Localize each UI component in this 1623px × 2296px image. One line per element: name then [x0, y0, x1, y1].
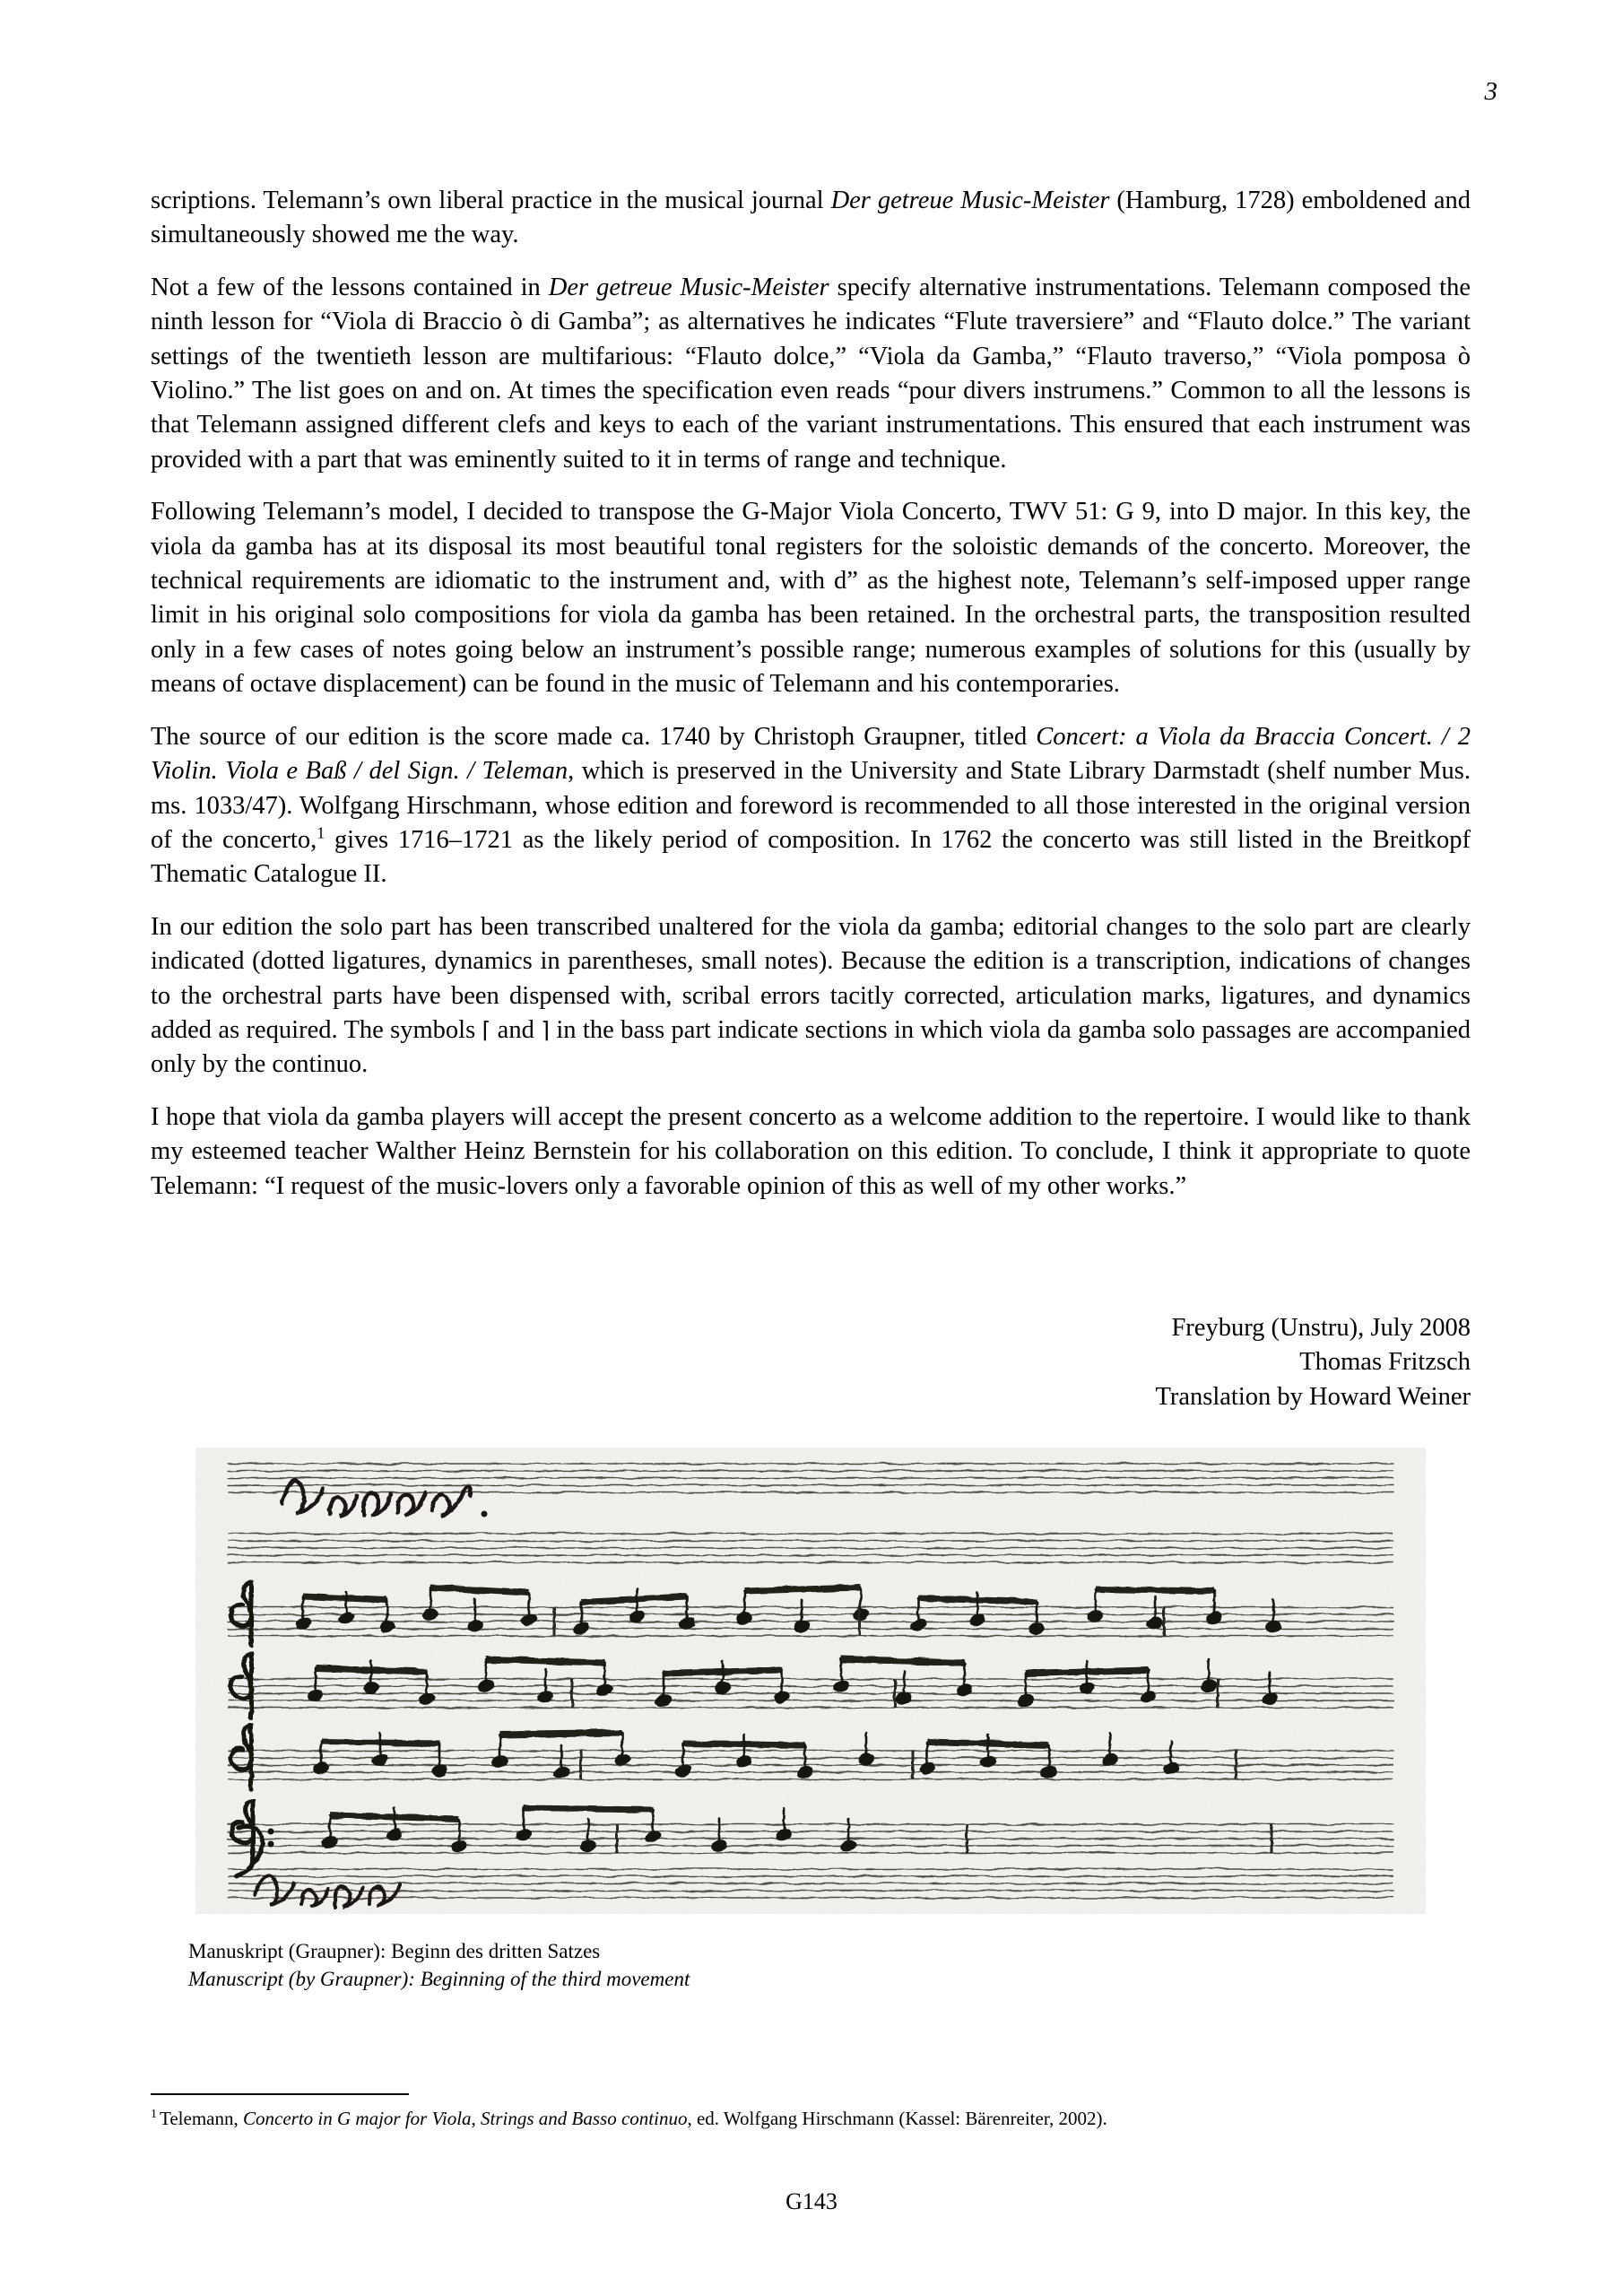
body-text-column: [151, 184, 1471, 1204]
corner-bracket-symbol: ⌉: [541, 1016, 550, 1043]
italic-run: Der getreue Music-Meister: [548, 273, 829, 301]
page-number: 3: [1484, 77, 1497, 106]
para-source: [151, 720, 1471, 892]
corner-bracket-symbol: ⌈: [482, 1016, 491, 1043]
text-run: , which is preserved in the University and State Library Darmstadt (shelf number Mus. ms. 1033/47). Wolfgang Hirschmann, whose edition and foreword is recommended to all those interested in the original version of the concerto,: [151, 757, 1471, 854]
para-lessons: [151, 271, 1471, 477]
text-run: gives 1716–1721 as the likely period of composition. In 1762 the concerto was still listed in the Breitkopf Thematic Catalogue II.: [151, 825, 1471, 889]
signature-translator: Translation by Howard Weiner: [1155, 1382, 1471, 1411]
signature-author: Thomas Fritzsch: [1299, 1348, 1471, 1377]
plate-number: G143: [785, 2188, 838, 2214]
caption-english: Manuscript (by Graupner): Beginning of the third movement: [188, 1968, 690, 1990]
italic-run: Concerto in G major for Viola, Strings and Basso continuo: [243, 2108, 688, 2129]
para-edition: [151, 910, 1471, 1083]
text-run: Telemann,: [160, 2108, 243, 2129]
footnote-reference: 1: [317, 823, 325, 842]
italic-run: Der getreue Music-Meister: [830, 187, 1110, 214]
text-run: I hope that viola da gamba players will accept the present concerto as a welcome addition to the repertoire. I would like to thank my esteemed teacher Walther Heinz Bernstein for his collaboration on this edition. To conclude, I think it appropriate to quote Telemann: “I request of the music-lovers only a favorable opinion of this as well of my other works.”: [151, 1102, 1471, 1200]
text-run: and: [490, 1015, 542, 1044]
text-run: In our edition the solo part has been transcribed unaltered for the viola da gamba; editorial changes to the solo part are clearly indicated (dotted ligatures, dynamics in parentheses, small notes). Because the edition is a transcription, indications of changes to the orchestral parts have been dispensed with, scribal errors tacitly corrected, articulation marks, ligatures, and dynamics added as required. The symbols: [151, 912, 1471, 1044]
signature-place-date: Freyburg (Unstru), July 2008: [1171, 1314, 1471, 1342]
para-hope: [151, 1100, 1471, 1204]
text-run: The source of our edition is the score made ca. 1740 by Christoph Graupner, titled: [151, 722, 1037, 751]
footnote-1: [151, 2106, 1471, 2131]
signature-block: [151, 1311, 1471, 1414]
text-run: in the bass part indicate sections in which viola da gamba solo passages are accompanied only by the continuo.: [151, 1015, 1471, 1079]
text-run: Not a few of the lessons contained in: [151, 273, 549, 301]
para-scriptions: [151, 184, 1471, 253]
text-run: (Hamburg, 1728) emboldened and simultaneously showed me the way.: [151, 187, 1471, 249]
text-run: specify alternative instrumentations. Telemann composed the ninth lesson for “Viola di Braccio ò di Gamba”; as alternatives he indicates “Flute traversiere” and “Flauto dolce.” The variant settings of the twentieth lesson are multifarious: “Flauto dolce,” “Viola da Gamba,” “Flauto traverso,” “Viola pomposa ò Violino.” The list goes on and on. At times the specification even reads “pour divers instrumens.” Common to all the lessons is that Telemann assigned different clefs and keys to each of the variant instrumentations. This ensured that each instrument was provided with a part that was eminently suited to it in terms of range and technique.: [151, 273, 1471, 474]
footnote-separator-rule: [151, 2093, 409, 2095]
figure-caption: [188, 1937, 690, 1993]
text-run: , ed. Wolfgang Hirschmann (Kassel: Bärenreiter, 2002).: [687, 2108, 1107, 2129]
footnote-marker: 1: [151, 2108, 157, 2121]
para-transpose: [151, 495, 1471, 701]
caption-german: Manuskript (Graupner): Beginn des dritten Satzes: [188, 1940, 601, 1962]
text-run: scriptions. Telemann’s own liberal practice in the musical journal: [151, 187, 831, 214]
text-run: Following Telemann’s model, I decided to transpose the G-Major Viola Concerto, TWV 51: G 9, into D major. In this key, the viola da gamba has at its disposal its most beautiful tonal registers for the soloistic demands of the concerto. Moreover, the technical requirements are idiomatic to the instrument and, with d” as the highest note, Telemann’s self-imposed upper range limit in his original solo compositions for viola da gamba has been retained. In the orchestral parts, the transposition resulted only in a few cases of notes going below an instrument’s possible range; numerous examples of solutions for this (usually by means of octave displacement) can be found in the music of Telemann and his contemporaries.: [151, 498, 1471, 699]
manuscript-facsimile-image: [195, 1448, 1426, 1914]
italic-run: Concert: a Viola da Braccia Concert. / 2 Violin. Viola e Baß / del Sign. / Teleman: [151, 722, 1471, 786]
